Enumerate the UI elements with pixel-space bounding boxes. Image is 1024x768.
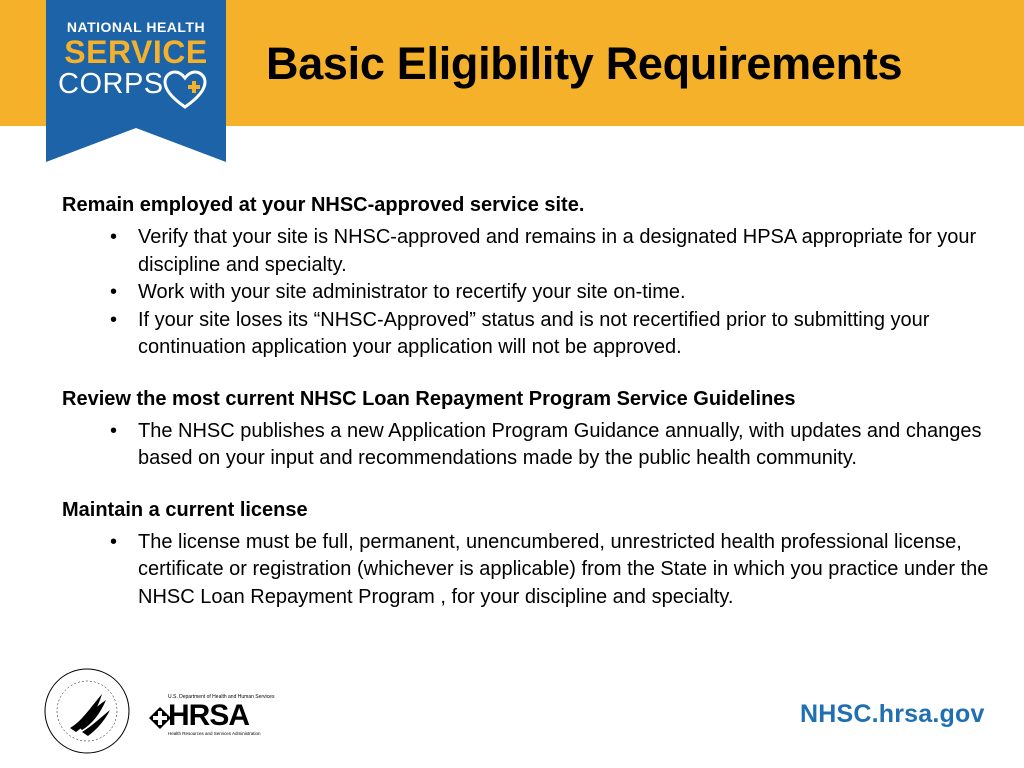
section-employment — [62, 193, 1002, 362]
list-item-text: If your site loses its “NHSC-Approved” status and is not recertified prior to submitting your continuation application your application will not be approved. — [138, 308, 930, 358]
section-license — [62, 498, 1002, 612]
bullet-dot: • — [110, 530, 118, 553]
list-item — [62, 529, 1002, 612]
heart-plus-icon — [162, 70, 208, 110]
bullet-dot: • — [110, 308, 118, 331]
hhs-seal-icon — [42, 666, 132, 756]
section-spacer — [62, 362, 1002, 387]
hrsa-logo — [148, 694, 283, 742]
page-title: Basic Eligibility Requirements — [266, 38, 903, 89]
list-item-text: Verify that your site is NHSC-approved and remains in a designated HPSA appropriate for your discipline and specialty. — [138, 226, 977, 276]
list-item — [62, 224, 1002, 279]
section-heading: Remain employed at your NHSC-approved service site. — [62, 194, 585, 216]
section-guidelines — [62, 387, 1002, 473]
bullet-dot: • — [110, 419, 118, 442]
logo-line-corps: CORPS — [58, 68, 164, 100]
hrsa-department-text: U.S. Department of Health and Human Services — [168, 694, 275, 700]
list-item — [62, 418, 1002, 473]
section-spacer — [62, 473, 1002, 498]
list-item — [62, 279, 1002, 307]
logo-line-national-health: NATIONAL HEALTH — [66, 19, 206, 35]
list-item-text: The NHSC publishes a new Application Program Guidance annually, with updates and changes based on your input and recommendations made by the public health community. — [138, 419, 982, 469]
list-item-text: The license must be full, permanent, unencumbered, unrestricted health professional license, certificate or registration (whichever is applicable) from the State in which you practice under the NHSC Loan Repayment Program , for your discipline and specialty. — [138, 530, 989, 608]
bullet-dot: • — [110, 226, 118, 248]
hrsa-subtitle: Health Resources and Services Administration — [168, 731, 261, 736]
bullet-list — [62, 529, 1002, 612]
website-url[interactable]: NHSC.hrsa.gov — [800, 700, 985, 728]
list-item-text: Work with your site administrator to recertify your site on-time. — [138, 281, 686, 303]
bullet-list — [62, 418, 1002, 473]
hrsa-wordmark: HRSA — [168, 699, 250, 732]
logo-line-service: SERVICE — [64, 34, 208, 70]
section-heading: Review the most current NHSC Loan Repayment Program Service Guidelines — [62, 387, 796, 410]
section-heading: Maintain a current license — [62, 498, 308, 521]
bullet-list — [62, 224, 1002, 362]
requirements-content — [62, 193, 1002, 611]
nhsc-logo — [46, 0, 226, 162]
list-item — [62, 307, 1002, 362]
bullet-dot: • — [110, 281, 118, 303]
